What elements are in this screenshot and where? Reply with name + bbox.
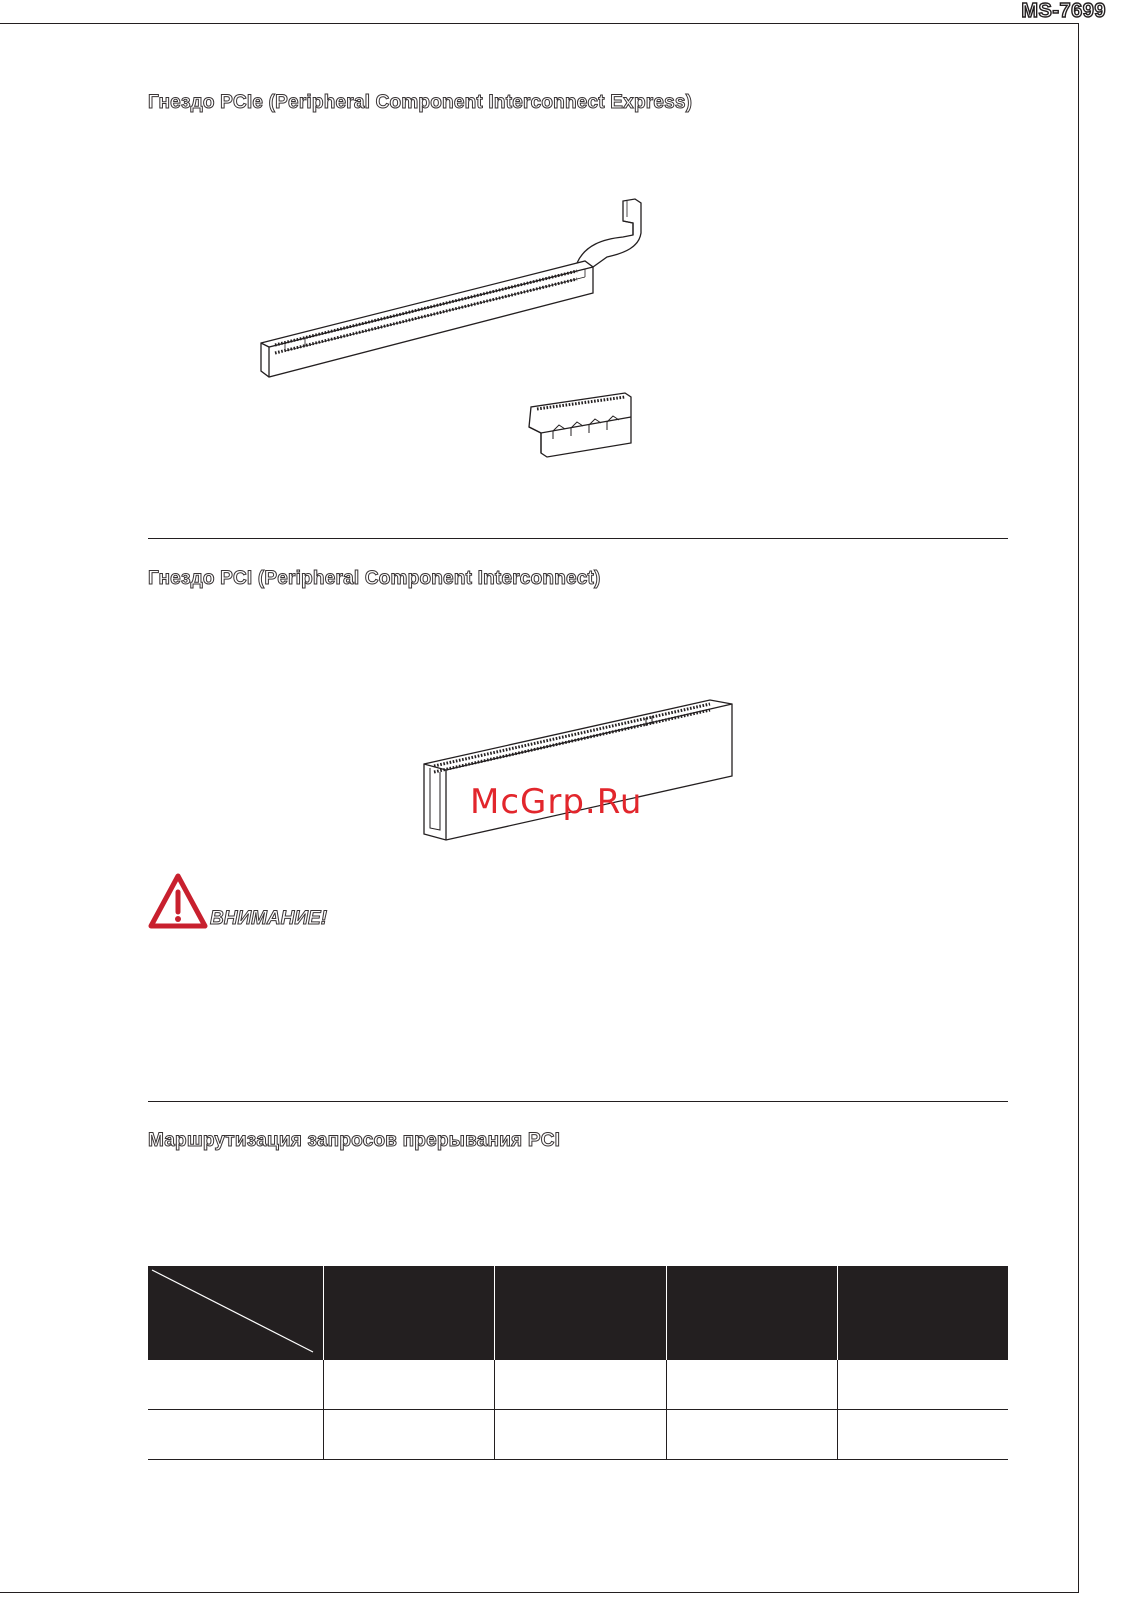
pcie-section-heading: Гнездо PCIe (Peripheral Component Interconnect Express) xyxy=(148,92,693,113)
table-cell xyxy=(323,1410,494,1459)
table-header-cell xyxy=(494,1266,665,1360)
header-rule xyxy=(0,23,1078,24)
table-cell xyxy=(494,1410,665,1459)
table-cell xyxy=(837,1410,1008,1459)
watermark-text: McGrp.Ru xyxy=(470,782,643,822)
table-header-cell xyxy=(666,1266,837,1360)
model-label: MS-7699 xyxy=(1021,0,1106,22)
table-cell xyxy=(148,1410,323,1459)
table-header-cell xyxy=(837,1266,1008,1360)
table-cell xyxy=(323,1360,494,1409)
table-cell xyxy=(148,1360,323,1409)
pci-section-heading: Гнездо PCI (Peripheral Component Interconnect) xyxy=(148,568,601,589)
section-divider xyxy=(148,538,1008,539)
irq-routing-table xyxy=(148,1266,1008,1460)
table-cell xyxy=(494,1360,665,1409)
pci-slot-illustration xyxy=(420,690,740,850)
warning-notice xyxy=(148,872,328,932)
table-cell xyxy=(666,1410,837,1459)
table-corner-cell xyxy=(148,1266,323,1360)
warning-triangle-icon xyxy=(148,872,208,932)
footer-rule xyxy=(0,1592,1079,1593)
table-header-cell xyxy=(323,1266,494,1360)
table-cell xyxy=(666,1360,837,1409)
page-edge-rule xyxy=(1078,23,1079,1593)
warning-title: ВНИМАНИЕ! xyxy=(210,908,328,929)
pcie-slot-illustration xyxy=(255,195,665,475)
table-cell xyxy=(837,1360,1008,1409)
table-header-row xyxy=(148,1266,1008,1360)
irq-section-heading: Маршрутизация запросов прерывания PCI xyxy=(148,1130,561,1151)
table-row xyxy=(148,1360,1008,1410)
corner-diagonal xyxy=(148,1266,323,1360)
table-row xyxy=(148,1410,1008,1460)
section-divider xyxy=(148,1101,1008,1102)
